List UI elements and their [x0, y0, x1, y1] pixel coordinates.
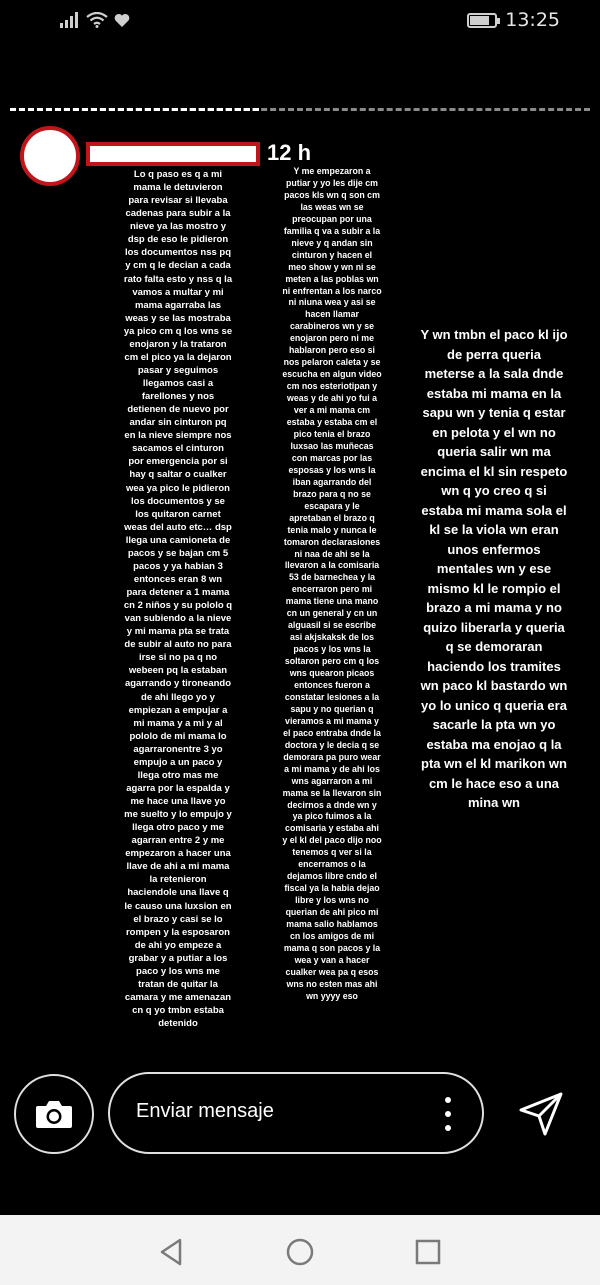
story-time-ago: 12 h — [267, 140, 312, 165]
battery-icon — [467, 13, 497, 28]
more-vertical-icon[interactable] — [444, 1096, 452, 1132]
message-placeholder: Enviar mensaje — [136, 1100, 274, 1122]
back-icon[interactable] — [156, 1236, 188, 1268]
story-text-column-1: Lo q paso es q a mi mama le detuvieron para revisar si llevaba cadenas para subir a la nieve ya las mostro y dsp de eso le pidieron los documentos nss pq y cm q le decian a cada rato falta esto y nss q la vamos a multar y mi mama agarraba las weas y se las mostraba ya pico cm q los wns se enojaron y la trataron cm el pico ya la dejaron pasar y seguimos llegamos casi a farellones y nos detienen de nuevo por andar sin cinturon pq en la nieve siempre nos sacamos el cinturon por emergencia por si hay q saltar o cualker wea ya pico le pidieron los documentos y se los quitaron carnet weas del auto etc… dsp llega una camioneta de pacos y se bajan cm 5 pacos y ya habian 3 entonces eran 8 wn para detener a 1 mama cn 2 niños y su pololo q van subiendo a la nieve y mi mama pta se trata de subir al auto no para irse si no pa q no webeen pq la estaban agarrando y tironeando de ahi llego yo y empiezan a empujar a mi mama y a mi y al pololo de mi mama lo agarraronentre 3 yo empujo a un paco y llega otro mas me agarra por la espalda y me hace una llave yo me suelto y lo empujo y llega otro paco y me agarran entre 2 y me empezaron a hacer una llave de ahi a mi mama la retenieron haciendole una llave q le causo una luxsion en el brazo y casi se lo rompen y la esposaron de ahi yo empeze a grabar y a putiar a los paco y los wns me tratan de quitar la camara y me amenazan cn q yo tmbn estaba detenido — [123, 169, 233, 1030]
username-redacted[interactable] — [86, 142, 260, 166]
avatar[interactable] — [20, 126, 80, 186]
story-progress-bar — [10, 104, 590, 114]
system-nav-bar — [0, 1215, 600, 1285]
status-clock: 13:25 — [505, 9, 560, 31]
wifi-icon — [86, 12, 108, 28]
battery-level-fill — [470, 16, 489, 25]
story-progress-fill — [10, 108, 259, 111]
status-icons-left — [60, 12, 130, 28]
status-bar — [0, 0, 600, 44]
recents-icon[interactable] — [412, 1236, 444, 1268]
heart-icon — [114, 13, 130, 28]
send-icon[interactable] — [515, 1088, 567, 1140]
camera-button[interactable] — [14, 1074, 94, 1154]
message-input[interactable] — [108, 1072, 484, 1154]
camera-icon — [35, 1098, 73, 1130]
signal-icon — [60, 12, 80, 28]
home-icon[interactable] — [284, 1236, 316, 1268]
story-text-column-2: Y me empezaron a putiar y yo les dije cm pacos kls wn q son cm las weas wn se preocupan por una familia q va a subir a la nieve y q andan sin cinturon y hacen el meo show y wn ni se meten a las poblas wn ni enfrentan a los narco ni niuna wea y asi se hacen llamar carabineros wn y se enojaron pero ni me hablaron pero eso si nos pelaron caleta y se escucha en algun video cm nos esteriotipan y weas y de ahi yo fui a ver a mi mama cm estaba y estaba cm el pico tenia el brazo luxsao las muñecas con marcas por las esposas y los wns la iban agarrando del brazo para q no se escapara y le apretaban el brazo q tenia malo y nunca le tomaron declarasiones ni naa de ahi se la llevaron a la comisaria 53 de barnechea y la encerraron pero mi mama tiene una mano cn un general y cn un alguasil si se escribe asi akjskaksk de los pacos y los wns la soltaron pero cm q los wns quearon picaos entonces fueron a constatar lesiones a la sapu y no querian q vieramos a mi mama y el paco entraba dnde la doctora y le decia q se demorara pa puro wear a mi mama y de ahi los wns agarraron a mi mama se la llevaron sin decirnos a dnde wn y ya pico fuimos a la comisaria y estaba ahi y el kl del paco dijo noo tenemos q ver si la encerramos o la dejamos libre cndo el fiscal ya la habia dejao libre y los wns no querian de ahi pico mi mama salio hablamos cn los amigos de mi mama q son pacos y la wea y van a hacer cualker wea pa q esos wns no esten mas ahi wn yyyy eso — [282, 166, 382, 1001]
story-text-column-3: Y wn tmbn el paco kl ijo de perra queria meterse a la sala dnde estaba mi mama en la sapu wn y tenia q estar en pelota y el wn no queria salir wn ma encima el kl sin respeto wn q yo creo q si estaba mi mama sola el kl se la viola wn eran unos enfermos mentales wn y ese mismo kl le rompio el brazo a mi mama y no quizo liberarla y queria q se demoraran haciendo los tramites wn paco kl bastardo wn yo lo unico q queria era sacarle la pta wn yo estaba ma enojao q la pta wn el kl marikon wn cm le hace eso a una mina wn — [420, 327, 568, 810]
reply-bar — [0, 1060, 600, 1160]
status-icons-right — [467, 9, 560, 31]
